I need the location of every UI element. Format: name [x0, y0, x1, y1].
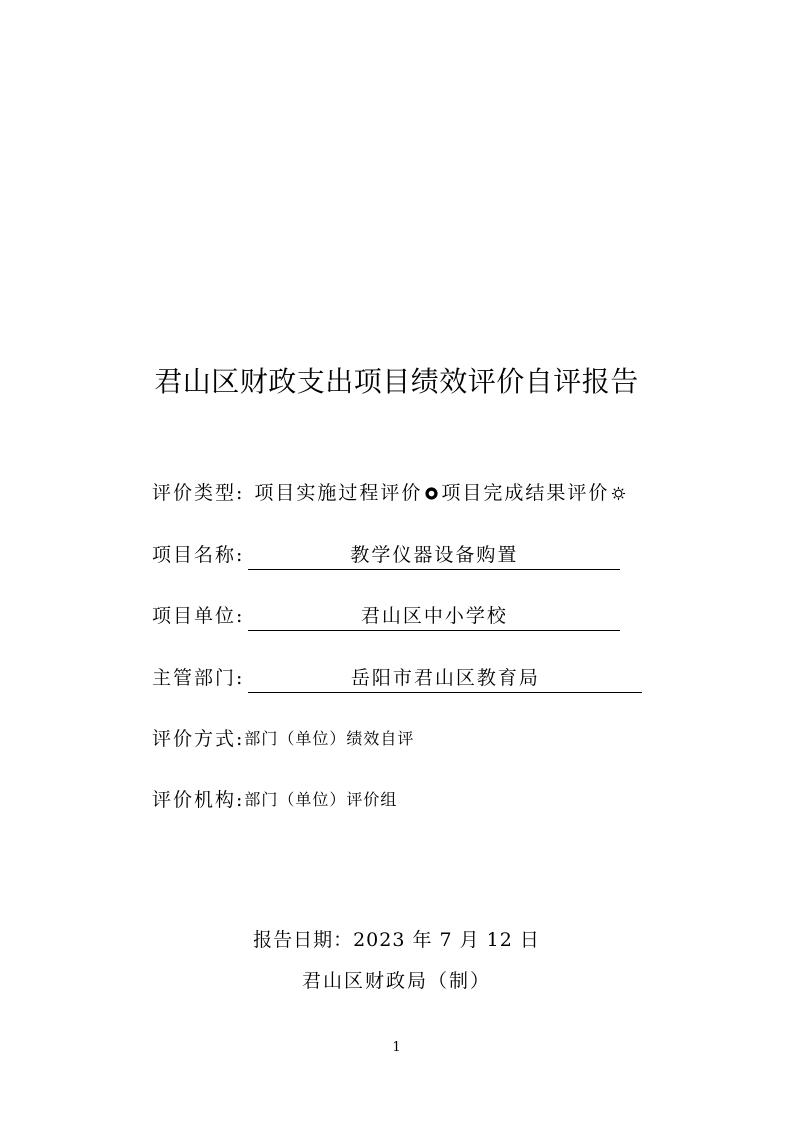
report-date: 报告日期：2023 年 7 月 12 日 — [253, 929, 540, 951]
eval-type-option2-label: 项目完成结果评价 — [441, 482, 610, 504]
eval-method-label: 评价方式: — [152, 728, 245, 750]
project-unit-row — [152, 601, 620, 631]
project-unit-label: 项目单位: — [152, 605, 245, 627]
eval-org-row — [152, 785, 397, 815]
supervisor-label: 主管部门: — [152, 667, 245, 689]
eval-org-label: 评价机构: — [152, 789, 245, 811]
radio-unselected-icon[interactable] — [611, 486, 626, 501]
eval-method-row — [152, 724, 414, 754]
issuer: 君山区财政局（制） — [301, 970, 491, 992]
project-name-row — [152, 540, 620, 570]
eval-type-row — [152, 478, 628, 508]
radio-selected-icon[interactable] — [424, 486, 439, 501]
supervisor-row — [152, 663, 642, 693]
eval-type-label: 评价类型: — [152, 482, 245, 504]
report-title: 君山区财政支出项目绩效评价自评报告 — [154, 365, 639, 398]
project-name-field[interactable]: 教学仪器设备购置 — [248, 541, 620, 570]
project-name-label: 项目名称: — [152, 544, 245, 566]
project-unit-field[interactable]: 君山区中小学校 — [248, 602, 620, 631]
eval-org-value: 部门（单位）评价组 — [244, 790, 398, 809]
supervisor-field[interactable]: 岳阳市君山区教育局 — [248, 664, 642, 693]
page-number: 1 — [392, 1040, 401, 1055]
eval-type-option1-label: 项目实施过程评价 — [254, 482, 423, 504]
eval-method-value: 部门（单位）绩效自评 — [244, 729, 415, 748]
